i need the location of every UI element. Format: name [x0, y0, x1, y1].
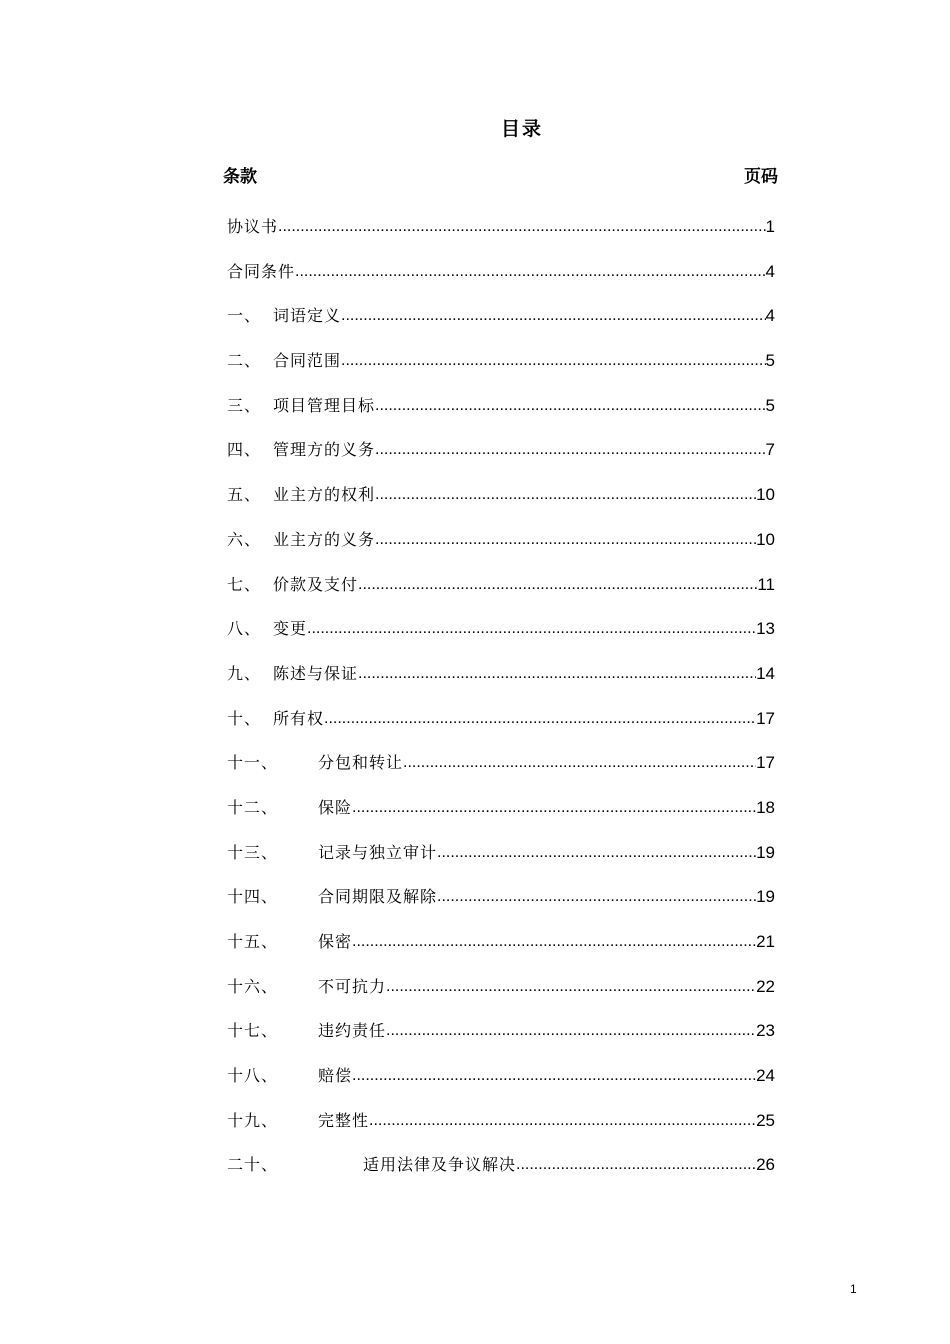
- toc-dot-leader: [375, 393, 766, 419]
- page-number: 1: [850, 1282, 857, 1296]
- toc-dot-leader: [352, 1063, 756, 1089]
- toc-entry-label: 业主方的权利: [273, 485, 376, 505]
- toc-entry-label: 价款及支付: [273, 574, 359, 594]
- toc-entry-label: 管理方的义务: [273, 440, 376, 460]
- toc-entry-number: 十三、: [227, 842, 279, 862]
- toc-entry-label: 适用法律及争议解决: [363, 1155, 517, 1175]
- toc-entry-label: 所有权: [273, 708, 325, 728]
- toc-entry-label: 陈述与保证: [273, 663, 359, 683]
- toc-entry-label: 保险: [318, 797, 353, 817]
- toc-entry[interactable]: [227, 437, 775, 482]
- toc-entry-number: 十八、: [227, 1066, 279, 1086]
- toc-entry-page: 4: [765, 306, 775, 326]
- toc-entry-page: 21: [756, 932, 775, 951]
- toc-entry[interactable]: [227, 795, 775, 840]
- toc-entry-number: 十九、: [227, 1110, 279, 1130]
- toc-entry[interactable]: [227, 661, 775, 706]
- toc-dot-leader: [324, 706, 756, 732]
- toc-entry-number: 十七、: [227, 1021, 279, 1041]
- toc-dot-leader: [516, 1152, 756, 1178]
- toc-dot-leader: [341, 303, 766, 329]
- toc-entry[interactable]: [227, 393, 775, 438]
- toc-entry-number: 十六、: [227, 976, 279, 996]
- toc-entry-page: 17: [756, 708, 775, 728]
- toc-entry-page: 10: [756, 529, 775, 549]
- toc-dot-leader: [352, 795, 756, 821]
- toc-dot-leader: [352, 929, 756, 955]
- toc-dot-leader: [437, 884, 756, 910]
- toc-dot-leader: [295, 259, 766, 285]
- toc-entry-number: 六、: [227, 529, 262, 549]
- toc-entry[interactable]: [227, 1152, 775, 1197]
- toc-entry-label: 词语定义: [273, 306, 342, 326]
- toc-entry-number: 四、: [227, 440, 262, 460]
- toc-entry-number: 三、: [227, 395, 262, 415]
- toc-dot-leader: [375, 482, 756, 508]
- toc-entry-number: 八、: [227, 619, 262, 639]
- toc-entry-label: 赔偿: [318, 1066, 353, 1086]
- toc-title: 目录: [500, 118, 543, 140]
- toc-dot-leader: [403, 750, 756, 776]
- toc-entry[interactable]: [227, 1018, 775, 1063]
- toc-entry-label: 完整性: [318, 1110, 370, 1130]
- toc-entry-number: 十四、: [227, 887, 279, 907]
- toc-header: [223, 162, 778, 186]
- toc-entry[interactable]: [227, 706, 775, 751]
- toc-dot-leader: [358, 572, 757, 598]
- toc-entry[interactable]: [227, 527, 775, 572]
- toc-entry-page: 5: [765, 351, 775, 371]
- toc-entry-number: 二十、: [227, 1155, 279, 1175]
- toc-entry[interactable]: [227, 1108, 775, 1153]
- toc-entry[interactable]: [227, 572, 775, 617]
- toc-entry[interactable]: [227, 482, 775, 527]
- toc-dot-leader: [358, 661, 756, 687]
- toc-entry-number: 十五、: [227, 932, 279, 951]
- toc-entry-page: 4: [765, 261, 775, 281]
- toc-entry-number: 九、: [227, 663, 262, 683]
- table-of-contents: [227, 214, 775, 1197]
- toc-entry[interactable]: [227, 214, 775, 259]
- toc-entry-page: 19: [756, 842, 775, 862]
- toc-entry-page: 14: [756, 663, 775, 683]
- toc-entry[interactable]: [227, 884, 775, 929]
- toc-entry-label: 变更: [273, 619, 308, 639]
- toc-entry-label: 项目管理目标: [273, 395, 376, 415]
- toc-entry-number: 十二、: [227, 797, 279, 817]
- toc-entry-number: 七、: [227, 574, 262, 594]
- toc-entry-page: 22: [756, 976, 775, 996]
- toc-dot-leader: [386, 1018, 756, 1044]
- toc-entry-page: 19: [756, 887, 775, 907]
- toc-entry[interactable]: [227, 616, 775, 661]
- toc-dot-leader: [375, 527, 756, 553]
- toc-header-clause: 条款: [223, 167, 257, 187]
- toc-entry-label: 记录与独立审计: [318, 842, 438, 862]
- toc-entry-number: 十、: [227, 708, 262, 728]
- toc-entry-page: 17: [756, 753, 775, 773]
- toc-entry-page: 7: [765, 440, 775, 460]
- toc-entry-number: 二、: [227, 351, 262, 371]
- toc-dot-leader: [386, 974, 756, 1000]
- toc-entry-page: 26: [756, 1155, 775, 1175]
- toc-dot-leader: [307, 616, 756, 642]
- toc-entry[interactable]: [227, 929, 775, 974]
- toc-entry-number: 五、: [227, 485, 262, 505]
- toc-dot-leader: [369, 1108, 756, 1134]
- toc-entry-page: 24: [756, 1066, 775, 1086]
- toc-entry[interactable]: [227, 1063, 775, 1108]
- toc-entry-page: 11: [757, 574, 775, 594]
- toc-entry-label: 合同范围: [273, 351, 342, 371]
- toc-entry-label: 保密: [318, 932, 353, 951]
- toc-entry[interactable]: [227, 840, 775, 885]
- toc-entry-page: 10: [756, 485, 775, 505]
- toc-entry[interactable]: [227, 348, 775, 393]
- toc-entry[interactable]: [227, 750, 775, 795]
- toc-entry-page: 23: [756, 1021, 775, 1041]
- toc-entry-page: 1: [765, 217, 775, 236]
- toc-entry-label: 合同条件: [227, 261, 296, 281]
- toc-dot-leader: [375, 437, 766, 463]
- toc-entry-number: 一、: [227, 306, 262, 326]
- toc-entry-label: 分包和转让: [318, 753, 404, 773]
- toc-entry-number: 十一、: [227, 753, 279, 773]
- toc-entry[interactable]: [227, 303, 775, 348]
- toc-dot-leader: [278, 214, 766, 240]
- toc-entry-page: 25: [756, 1110, 775, 1130]
- toc-entry-label: 协议书: [227, 217, 279, 236]
- toc-entry-label: 合同期限及解除: [318, 887, 438, 907]
- toc-dot-leader: [341, 348, 766, 374]
- toc-entry[interactable]: [227, 974, 775, 1019]
- toc-dot-leader: [437, 840, 756, 866]
- toc-entry-page: 5: [765, 395, 775, 415]
- toc-entry-label: 违约责任: [318, 1021, 387, 1041]
- toc-entry-label: 不可抗力: [318, 976, 387, 996]
- toc-header-page: 页码: [744, 167, 778, 187]
- toc-entry-label: 业主方的义务: [273, 529, 376, 549]
- toc-entry-page: 13: [756, 619, 775, 639]
- toc-entry-page: 18: [756, 797, 775, 817]
- toc-entry[interactable]: [227, 259, 775, 304]
